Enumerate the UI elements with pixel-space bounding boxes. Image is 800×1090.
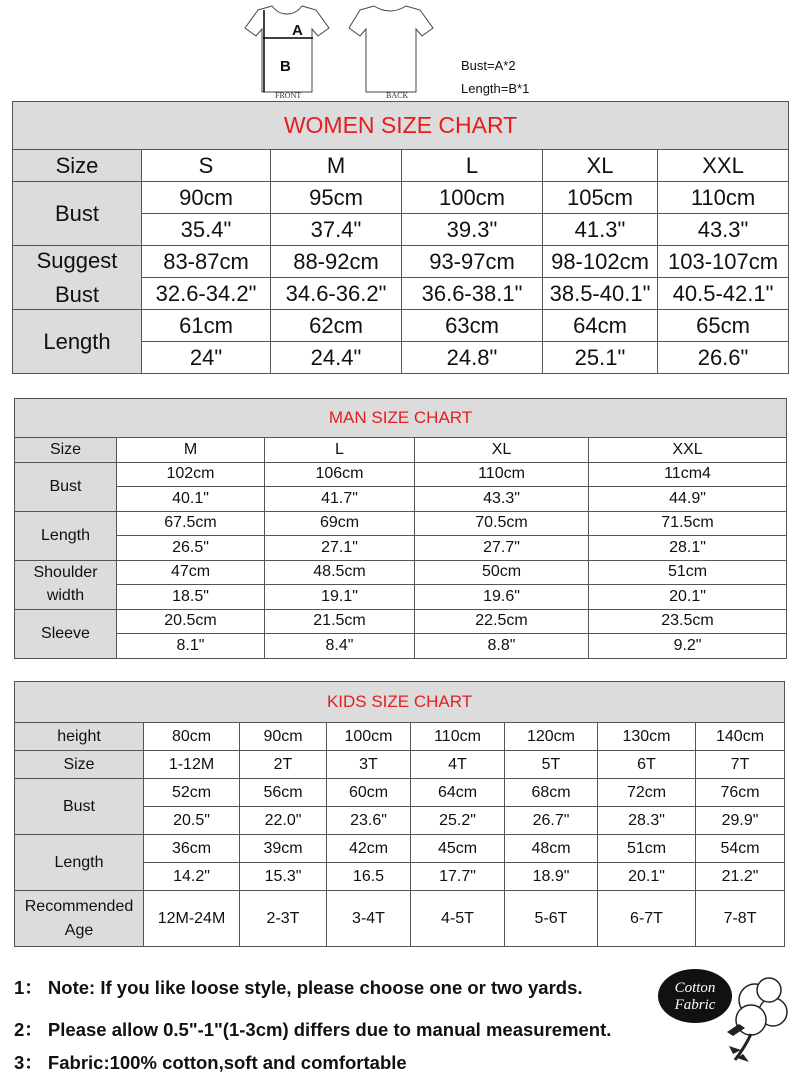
- women-chart-title: WOMEN SIZE CHART: [13, 102, 789, 150]
- table-cell: 50cm: [415, 560, 589, 585]
- table-cell: 39cm: [240, 835, 327, 863]
- row-label-length: Length: [15, 835, 144, 891]
- table-cell: 54cm: [696, 835, 785, 863]
- size-header: Size: [13, 150, 142, 182]
- table-cell: 23.6": [327, 807, 411, 835]
- table-cell: 103-107cm: [658, 246, 789, 278]
- table-cell: 110cm: [415, 462, 589, 487]
- table-cell: 20.5": [144, 807, 240, 835]
- size-header-cell: XL: [543, 150, 658, 182]
- table-cell: 28.1": [589, 536, 787, 561]
- row-label-recommended-age: Recommended Age: [15, 891, 144, 947]
- table-cell: 29.9": [696, 807, 785, 835]
- tshirt-icon: [240, 4, 450, 96]
- table-cell: 67.5cm: [117, 511, 265, 536]
- table-cell: 40.5-42.1": [658, 278, 789, 310]
- table-cell: 25.2": [411, 807, 505, 835]
- table-cell: 56cm: [240, 779, 327, 807]
- table-cell: 70.5cm: [415, 511, 589, 536]
- table-cell: 37.4": [271, 214, 402, 246]
- dimension-a-label: A: [292, 22, 303, 39]
- height-header-cell: 110cm: [411, 723, 505, 751]
- size-header: Size: [15, 438, 117, 463]
- row-label-suggest-bust: Suggest Bust: [13, 246, 142, 310]
- table-cell: 93-97cm: [402, 246, 543, 278]
- table-cell: 69cm: [265, 511, 415, 536]
- table-cell: 44.9": [589, 487, 787, 512]
- size-header-cell: XXL: [589, 438, 787, 463]
- cotton-fabric-logo: [655, 962, 795, 1067]
- table-cell: 100cm: [402, 182, 543, 214]
- size-header-cell: 2T: [240, 751, 327, 779]
- table-cell: 43.3": [415, 487, 589, 512]
- size-header-cell: L: [265, 438, 415, 463]
- table-cell: 52cm: [144, 779, 240, 807]
- size-header-cell: 6T: [598, 751, 696, 779]
- table-cell: 19.1": [265, 585, 415, 610]
- svg-text:Fabric: Fabric: [674, 997, 716, 1013]
- table-cell: 24": [142, 342, 271, 374]
- table-cell: 20.5cm: [117, 609, 265, 634]
- size-header-cell: S: [142, 150, 271, 182]
- row-label-bust: Bust: [15, 779, 144, 835]
- size-header-cell: 4T: [411, 751, 505, 779]
- table-cell: 36cm: [144, 835, 240, 863]
- table-cell: 23.5cm: [589, 609, 787, 634]
- row-label-sleeve: Sleeve: [15, 609, 117, 658]
- table-cell: 38.5-40.1": [543, 278, 658, 310]
- table-cell: 18.9": [505, 863, 598, 891]
- size-header-cell: XL: [415, 438, 589, 463]
- height-header-cell: 130cm: [598, 723, 696, 751]
- table-cell: 15.3": [240, 863, 327, 891]
- table-cell: 8.1": [117, 634, 265, 659]
- table-cell: 26.6": [658, 342, 789, 374]
- table-cell: 19.6": [415, 585, 589, 610]
- size-header-cell: L: [402, 150, 543, 182]
- height-header-cell: 100cm: [327, 723, 411, 751]
- table-cell: 76cm: [696, 779, 785, 807]
- front-label: FRONT: [275, 91, 302, 100]
- table-cell: 25.1": [543, 342, 658, 374]
- table-cell: 72cm: [598, 779, 696, 807]
- table-cell: 106cm: [265, 462, 415, 487]
- length-formula: Length=B*1: [461, 81, 530, 96]
- measurement-diagram: [0, 0, 800, 100]
- table-cell: 62cm: [271, 310, 402, 342]
- table-cell: 17.7": [411, 863, 505, 891]
- size-header-cell: 5T: [505, 751, 598, 779]
- men-size-table: [14, 398, 787, 659]
- note-fabric: 3： Fabric:100% cotton,soft and comfortable: [14, 1052, 407, 1073]
- kids-chart-title: KIDS SIZE CHART: [15, 682, 785, 723]
- table-cell: 18.5": [117, 585, 265, 610]
- size-header-cell: 3T: [327, 751, 411, 779]
- table-cell: 5-6T: [505, 891, 598, 947]
- table-cell: 9.2": [589, 634, 787, 659]
- table-cell: 40.1": [117, 487, 265, 512]
- table-cell: 22.0": [240, 807, 327, 835]
- size-header-cell: 1-12M: [144, 751, 240, 779]
- table-cell: 32.6-34.2": [142, 278, 271, 310]
- height-header-cell: 80cm: [144, 723, 240, 751]
- table-cell: 8.4": [265, 634, 415, 659]
- table-cell: 4-5T: [411, 891, 505, 947]
- table-cell: 7-8T: [696, 891, 785, 947]
- row-label-length: Length: [15, 511, 117, 560]
- table-cell: 42cm: [327, 835, 411, 863]
- table-cell: 3-4T: [327, 891, 411, 947]
- table-cell: 28.3": [598, 807, 696, 835]
- table-cell: 22.5cm: [415, 609, 589, 634]
- table-cell: 14.2": [144, 863, 240, 891]
- height-header: height: [15, 723, 144, 751]
- table-cell: 27.1": [265, 536, 415, 561]
- height-header-cell: 90cm: [240, 723, 327, 751]
- table-cell: 41.7": [265, 487, 415, 512]
- table-cell: 39.3": [402, 214, 543, 246]
- table-cell: 8.8": [415, 634, 589, 659]
- size-header-cell: M: [117, 438, 265, 463]
- dimension-b-label: B: [280, 58, 291, 75]
- bust-formula: Bust=A*2: [461, 58, 516, 73]
- table-cell: 20.1": [598, 863, 696, 891]
- table-cell: 20.1": [589, 585, 787, 610]
- table-cell: 24.4": [271, 342, 402, 374]
- size-header-cell: M: [271, 150, 402, 182]
- table-cell: 35.4": [142, 214, 271, 246]
- row-label-length: Length: [13, 310, 142, 374]
- size-header-cell: XXL: [658, 150, 789, 182]
- table-cell: 64cm: [543, 310, 658, 342]
- table-cell: 51cm: [598, 835, 696, 863]
- men-chart-title: MAN SIZE CHART: [15, 399, 787, 438]
- table-cell: 64cm: [411, 779, 505, 807]
- table-cell: 16.5: [327, 863, 411, 891]
- kids-size-table: [14, 681, 785, 947]
- note-loose-style: 1： Note: If you like loose style, please choose one or two yards.: [14, 977, 583, 998]
- table-cell: 63cm: [402, 310, 543, 342]
- table-cell: 51cm: [589, 560, 787, 585]
- table-cell: 60cm: [327, 779, 411, 807]
- table-cell: 21.2": [696, 863, 785, 891]
- table-cell: 61cm: [142, 310, 271, 342]
- table-cell: 43.3": [658, 214, 789, 246]
- table-cell: 48.5cm: [265, 560, 415, 585]
- table-cell: 36.6-38.1": [402, 278, 543, 310]
- row-label-bust: Bust: [13, 182, 142, 246]
- row-label-bust: Bust: [15, 462, 117, 511]
- table-cell: 48cm: [505, 835, 598, 863]
- women-size-table: [12, 101, 789, 374]
- table-cell: 41.3": [543, 214, 658, 246]
- back-label: BACK: [386, 91, 409, 100]
- table-cell: 102cm: [117, 462, 265, 487]
- table-cell: 34.6-36.2": [271, 278, 402, 310]
- table-cell: 88-92cm: [271, 246, 402, 278]
- table-cell: 105cm: [543, 182, 658, 214]
- table-cell: 26.5": [117, 536, 265, 561]
- table-cell: 21.5cm: [265, 609, 415, 634]
- size-header-cell: 7T: [696, 751, 785, 779]
- svg-text:Cotton: Cotton: [674, 980, 716, 996]
- table-cell: 12M-24M: [144, 891, 240, 947]
- table-cell: 95cm: [271, 182, 402, 214]
- table-cell: 26.7": [505, 807, 598, 835]
- row-label-shoulder-width: Shoulder width: [15, 560, 117, 609]
- height-header-cell: 140cm: [696, 723, 785, 751]
- table-cell: 45cm: [411, 835, 505, 863]
- table-cell: 65cm: [658, 310, 789, 342]
- table-cell: 24.8": [402, 342, 543, 374]
- table-cell: 90cm: [142, 182, 271, 214]
- table-cell: 2-3T: [240, 891, 327, 947]
- table-cell: 47cm: [117, 560, 265, 585]
- table-cell: 11cm4: [589, 462, 787, 487]
- table-cell: 71.5cm: [589, 511, 787, 536]
- size-header: Size: [15, 751, 144, 779]
- table-cell: 98-102cm: [543, 246, 658, 278]
- note-measurement: 2： Please allow 0.5"-1"(1-3cm) differs due to manual measurement.: [14, 1019, 612, 1040]
- table-cell: 83-87cm: [142, 246, 271, 278]
- table-cell: 110cm: [658, 182, 789, 214]
- table-cell: 6-7T: [598, 891, 696, 947]
- table-cell: 27.7": [415, 536, 589, 561]
- table-cell: 68cm: [505, 779, 598, 807]
- height-header-cell: 120cm: [505, 723, 598, 751]
- cotton-icon: [655, 962, 795, 1067]
